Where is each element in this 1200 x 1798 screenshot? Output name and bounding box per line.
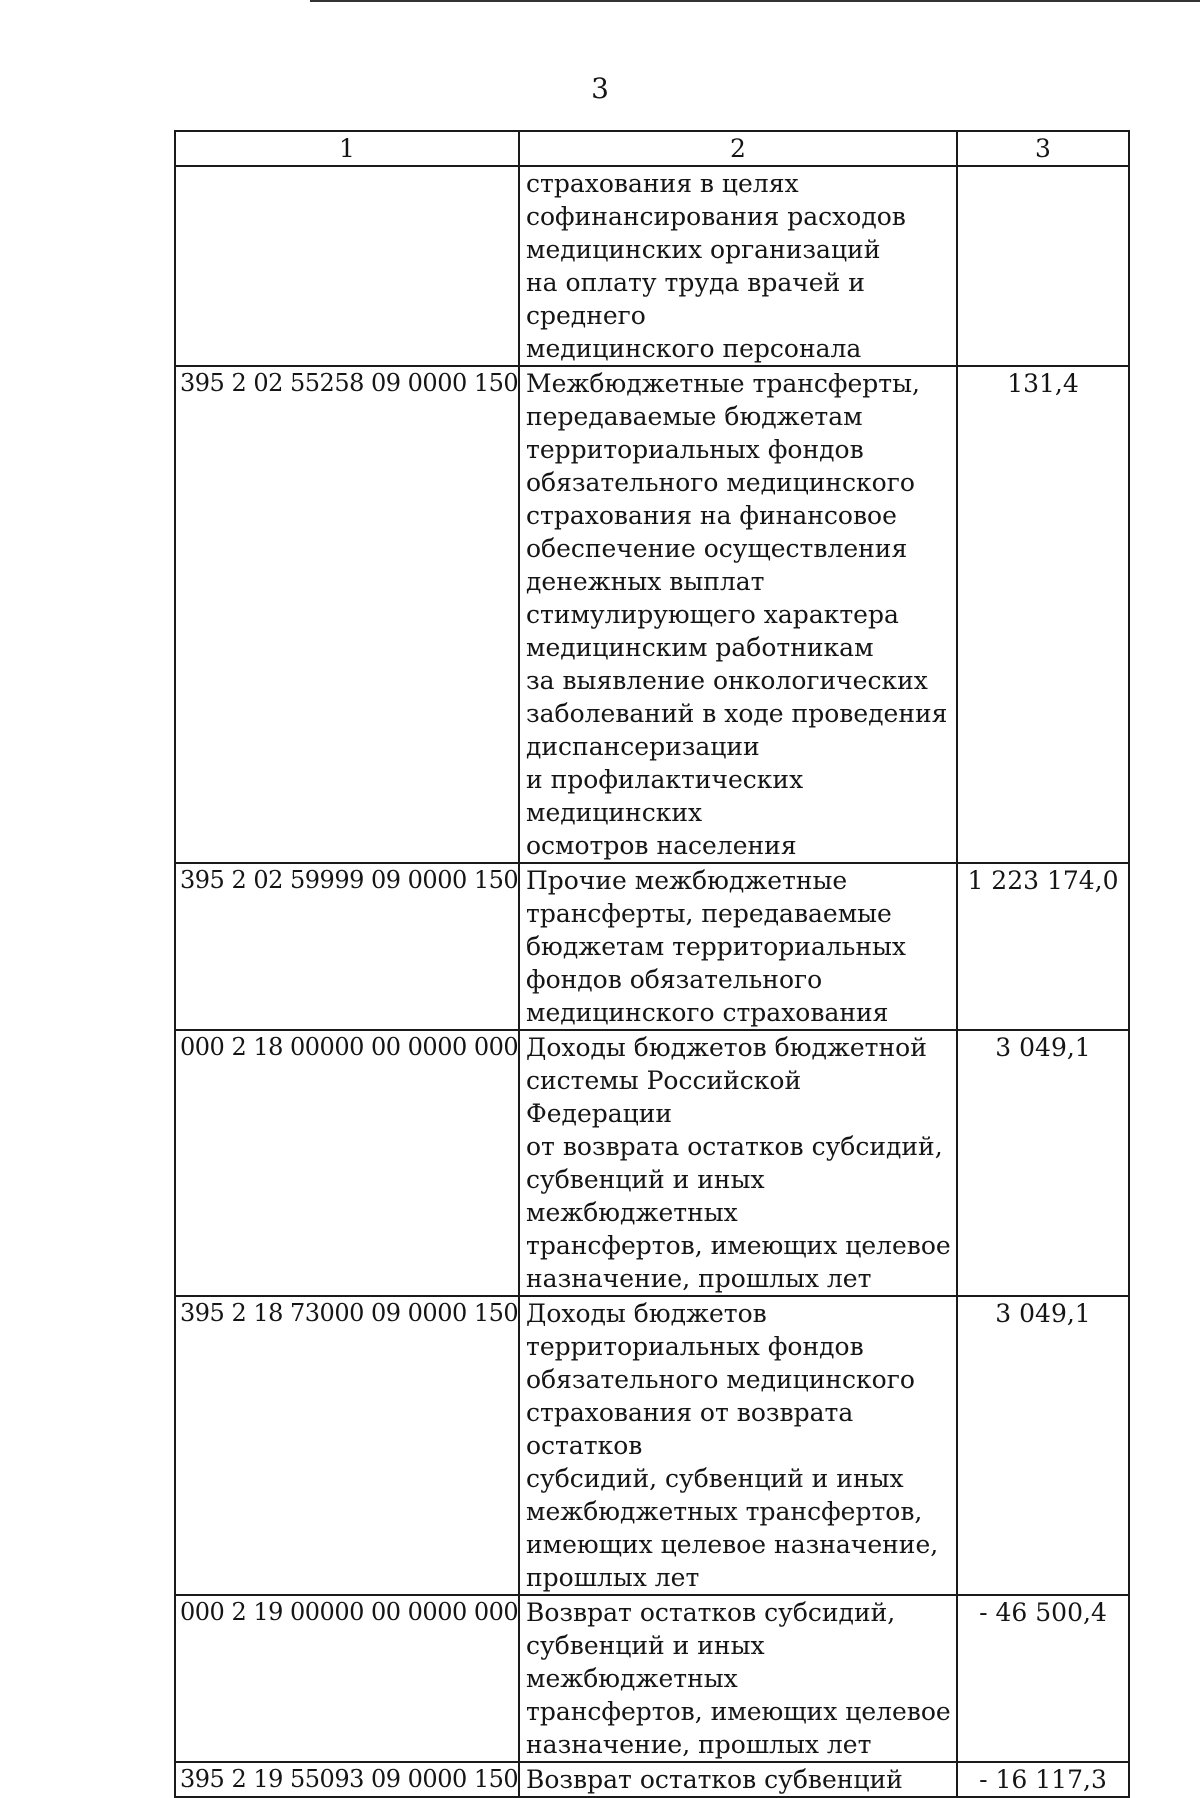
header-amount: 3 xyxy=(957,131,1129,166)
row-amount: 3 049,1 xyxy=(957,1030,1129,1296)
table-row xyxy=(175,1030,1129,1296)
page-number: 3 xyxy=(591,72,609,105)
row-amount: 131,4 xyxy=(957,366,1129,863)
table-row xyxy=(175,1762,1129,1797)
row-code: 395 2 18 73000 09 0000 150 xyxy=(175,1296,519,1595)
row-amount: 3 049,1 xyxy=(957,1296,1129,1595)
row-code: 000 2 19 00000 00 0000 000 xyxy=(175,1595,519,1762)
row-description: Доходы бюджетов бюджетной системы Российской Федерации от возврата остатков субсидий, субвенций и иных межбюджетных трансфертов, имеющих целевое назначение, прошлых лет xyxy=(519,1030,957,1296)
row-description: Возврат остатков субсидий, субвенций и иных межбюджетных трансфертов, имеющих целевое назначение, прошлых лет xyxy=(519,1595,957,1762)
table-row xyxy=(175,1595,1129,1762)
row-code: 000 2 18 00000 00 0000 000 xyxy=(175,1030,519,1296)
row-amount xyxy=(957,166,1129,366)
row-code: 395 2 02 59999 09 0000 150 xyxy=(175,863,519,1030)
row-description: Возврат остатков субвенций xyxy=(519,1762,957,1797)
row-amount: - 16 117,3 xyxy=(957,1762,1129,1797)
header-code: 1 xyxy=(175,131,519,166)
table-row xyxy=(175,863,1129,1030)
table-header-row xyxy=(175,131,1129,166)
row-code: 395 2 19 55093 09 0000 150 xyxy=(175,1762,519,1797)
table-row xyxy=(175,366,1129,863)
row-description: Доходы бюджетов территориальных фондов обязательного медицинского страхования от возврата остатков субсидий, субвенций и иных межбюджетных трансфертов, имеющих целевое назначение, прошлых лет xyxy=(519,1296,957,1595)
row-amount: 1 223 174,0 xyxy=(957,863,1129,1030)
row-code xyxy=(175,166,519,366)
row-description: страхования в целях софинансирования расходов медицинских организаций на оплату труда врачей и среднего медицинского персонала xyxy=(519,166,957,366)
table-row xyxy=(175,166,1129,366)
table-row xyxy=(175,1296,1129,1595)
row-description: Межбюджетные трансферты, передаваемые бюджетам территориальных фондов обязательного медицинского страхования на финансовое обеспечение осуществления денежных выплат стимулирующего характера медицинским работникам за выявление онкологических заболеваний в ходе проведения диспансеризации и профилактических медицинских осмотров населения xyxy=(519,366,957,863)
scan-edge-line xyxy=(310,0,1200,2)
row-description: Прочие межбюджетные трансферты, передаваемые бюджетам территориальных фондов обязательного медицинского страхования xyxy=(519,863,957,1030)
row-code: 395 2 02 55258 09 0000 150 xyxy=(175,366,519,863)
row-amount: - 46 500,4 xyxy=(957,1595,1129,1762)
budget-table xyxy=(174,130,1130,1798)
header-description: 2 xyxy=(519,131,957,166)
